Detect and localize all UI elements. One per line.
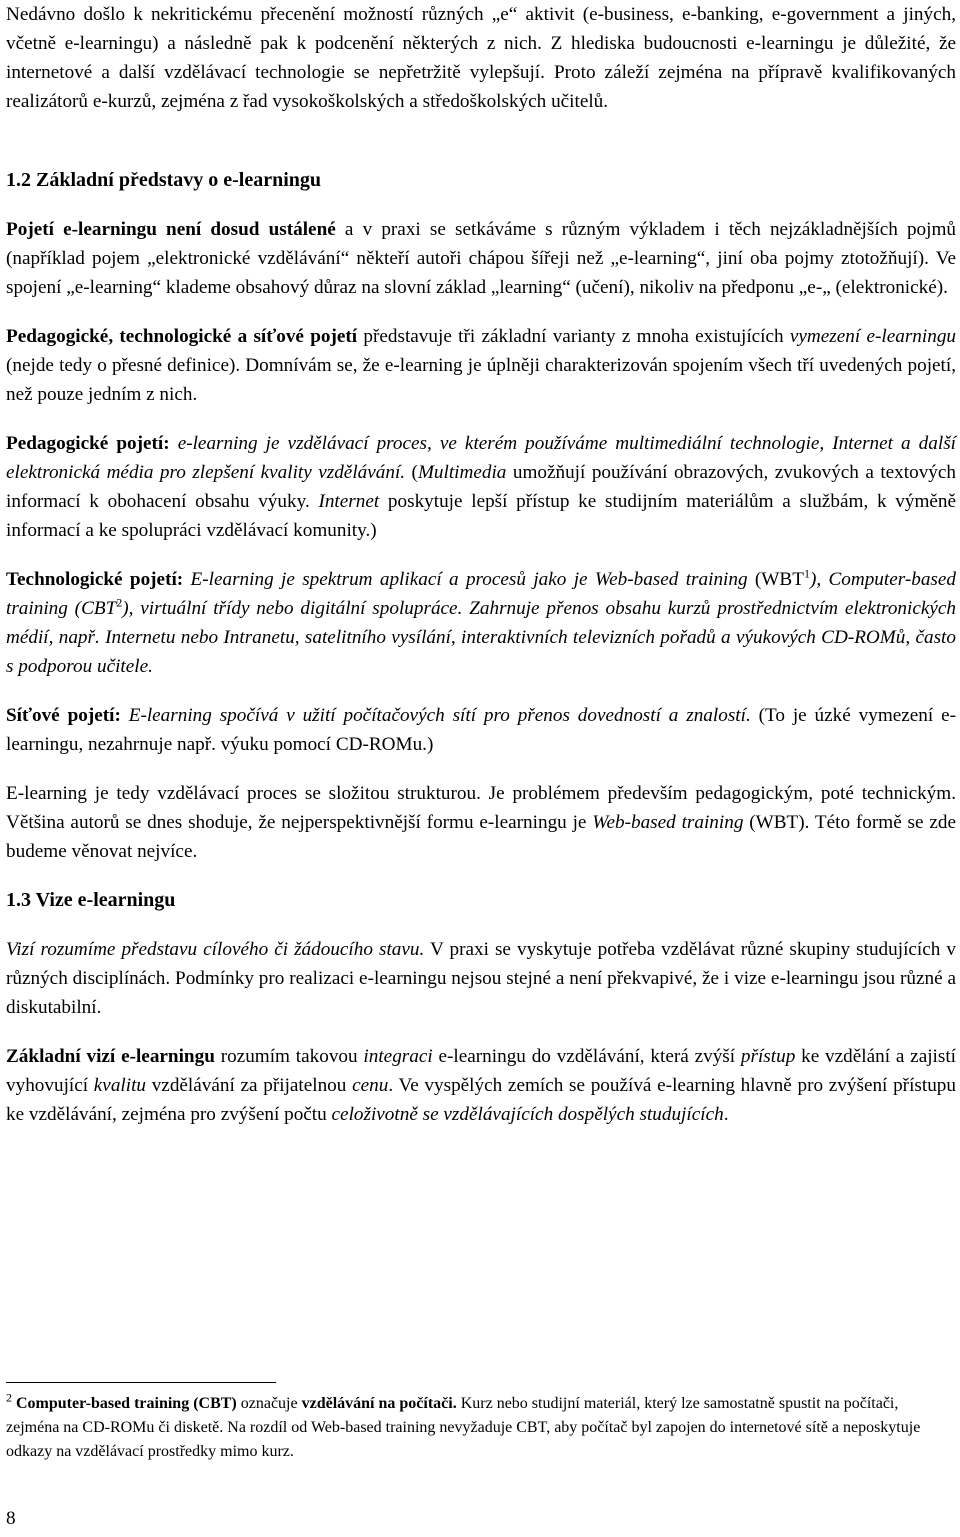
paragraph-vize <box>6 935 956 1022</box>
bold-term: Základní vizí e-learningu <box>6 1046 215 1067</box>
italic-term: cenu <box>352 1075 389 1096</box>
document-page <box>6 0 956 1129</box>
italic-definition: E-learning je spektrum aplikací a procesů jako je Web-based training <box>183 569 748 590</box>
section-heading-1-2: 1.2 Základní představy o e-learningu <box>6 169 322 191</box>
text-run: ( <box>405 462 418 483</box>
text-run: Většina autorů se dnes shoduje, že nejperspektivnější formu e-learningu je <box>6 812 593 833</box>
text-run: ke vzdělání a zajistí vyhovující <box>6 1046 957 1096</box>
bold-term: Technologické pojetí: <box>6 569 184 590</box>
text-run: (WBT <box>747 569 804 590</box>
footnote-marker: 2 <box>6 1390 12 1405</box>
italic-term: integraci <box>363 1046 433 1067</box>
italic-definition: Internetu nebo Intranetu, satelitního vysílání, interaktivních televizních pořadů a výukových CD-ROMů, často s podporou učitele. <box>6 627 956 677</box>
paragraph-wbt <box>6 779 956 866</box>
text-run: Domnívám se, že e-learning je úplněji charakterizován spojením všech tří uvedených pojetí, než pouze jedním z nich. <box>6 355 956 405</box>
text-run: . <box>723 1104 729 1125</box>
text-run: e-learningu do vzdělávání, která zvýší <box>432 1046 741 1067</box>
intro-text: Nedávno došlo k nekritickému přecenění možností různých „e“ aktivit (e-business, e-banking, e-government a jiných, včetně e-learningu) a následně pak k podcenění některých z nich. Z hlediska budoucnosti e-learningu je důležité, že internetové a další vzdělávací technologie se nepřetržitě vylepšují. <box>6 4 956 83</box>
text-run: Je problémem především pedagogickým, poté technickým. <box>480 783 956 804</box>
paragraph-pedagogicke <box>6 429 956 545</box>
text-run: rozumím takovou <box>214 1046 364 1067</box>
text-run: Ve spojení „e-learning“ klademe obsahový důraz na slovní základ „learning“ (učení), nikoliv na předponu „e-„ (elektronické). <box>6 248 956 298</box>
italic-term: kvalitu <box>93 1075 146 1096</box>
paragraph-zakladni-vize <box>6 1042 956 1129</box>
intro-text-2: Proto záleží zejména na přípravě kvalifikovaných realizátorů e-kurzů, zejména z řad vysokoškolských a středoškolských učitelů. <box>6 62 957 112</box>
bold-term: Pojetí e-learningu není dosud ustálené <box>6 219 336 240</box>
section-heading-1-3: 1.3 Vize e-learningu <box>6 889 176 911</box>
footnote-ref-1: 1 <box>803 566 810 581</box>
italic-definition: rozumíme představu cílového či žádoucího stavu. <box>34 939 425 960</box>
page-number: 8 <box>6 1508 16 1529</box>
text-run: označuje <box>236 1395 302 1412</box>
italic-term: přístup <box>740 1046 796 1067</box>
text-run: Této formě se zde budeme věnovat nejvíce. <box>6 812 956 862</box>
text-run: poskytuje lepší přístup ke studijním materiálům a službám, k výměně informací a ke spolupráci vzdělávací komunity.) <box>6 491 956 541</box>
italic-term: celoživotně se vzdělávajících dospělých studujících <box>331 1104 724 1125</box>
footnote <box>6 1392 946 1464</box>
text-run: E-learning je tedy vzdělávací proces se složitou strukturou. <box>6 783 481 804</box>
italic-term: Multimedia <box>417 462 507 483</box>
text-run: umožňují používání obrazových, zvukových a textových informací k obohacení obsahu výuky. <box>6 462 957 512</box>
italic-term: vymezení e-learningu <box>789 326 957 347</box>
text-run: (nejde tedy o přesné definice). <box>6 355 241 376</box>
italic-term: Internet <box>318 491 380 512</box>
italic-definition: E-learning spočívá v užití počítačových sítí pro přenos dovedností a znalostí. <box>120 705 751 726</box>
bold-term: Computer-based training (CBT) <box>12 1395 237 1412</box>
paragraph-technologicke <box>6 565 956 681</box>
italic-definition: ), Computer-based training (CBT <box>6 569 956 619</box>
text-run: vzdělávání za přijatelnou <box>146 1075 353 1096</box>
footnote-text <box>6 1392 946 1464</box>
paragraph-sitove <box>6 701 956 759</box>
text-run: V praxi se vyskytuje potřeba vzdělávat různé skupiny studujících v různých disciplínách. Podmínky pro realizaci e-learningu nejsou stejné a není překvapivé, že i vize e-learningu jsou různé a diskutabilní. <box>6 939 956 1018</box>
text-run: a v praxi se setkáváme s různým výkladem i těch nejzákladnějších pojmů (například pojem „elektronické vzdělávání“ někteří autoři chápou šířeji než „e-learning“, jiní oba pojmy ztotožňují). <box>6 219 956 269</box>
text-run: . Ve vyspělých zemích se používá e-learning hlavně pro zvýšení přístupu ke vzdělávání, zejména pro zvýšení počtu <box>6 1075 956 1125</box>
text-run: (WBT). <box>743 812 810 833</box>
footnote-ref-2: 2 <box>116 595 123 610</box>
text-run: (To je úzké vymezení e-learningu, nezahrnuje např. výuku pomocí CD-ROMu.) <box>6 705 956 755</box>
footnote-separator <box>6 1382 276 1383</box>
text-run: představuje tři základní varianty z mnoha existujících <box>357 326 790 347</box>
intro-paragraph <box>6 0 956 116</box>
paragraph-tri-pojeti <box>6 322 956 409</box>
italic-definition: ), virtuální třídy nebo digitální spolupráce. <box>122 598 463 619</box>
bold-term: vzdělávání na počítači. <box>301 1395 457 1412</box>
paragraph-pojeti <box>6 215 956 302</box>
italic-definition: Zahrnuje přenos obsahu kurzů prostřednictvím elektronických médií, např. <box>6 598 957 648</box>
bold-term: Síťové pojetí: <box>6 705 121 726</box>
bold-term: Pedagogické, technologické a síťové pojetí <box>6 326 358 347</box>
bold-term: Pedagogické pojetí: <box>6 433 170 454</box>
italic-definition: e-learning je vzdělávací proces, ve kterém používáme multimediální technologie, Internet a další elektronická média pro zlepšení kvality vzdělávání. <box>6 433 956 483</box>
italic-term: Web-based training <box>592 812 744 833</box>
text-run: Kurz nebo studijní materiál, který lze samostatně spustit na počítači, zejména na CD-ROMu či disketě. Na rozdíl od Web-based training nevyžaduje CBT, aby počítač byl zapojen do internetové sítě a neposkytuje odkazy na vzdělávací prostředky mimo kurz. <box>6 1395 921 1460</box>
italic-term: Vizí <box>6 939 35 960</box>
